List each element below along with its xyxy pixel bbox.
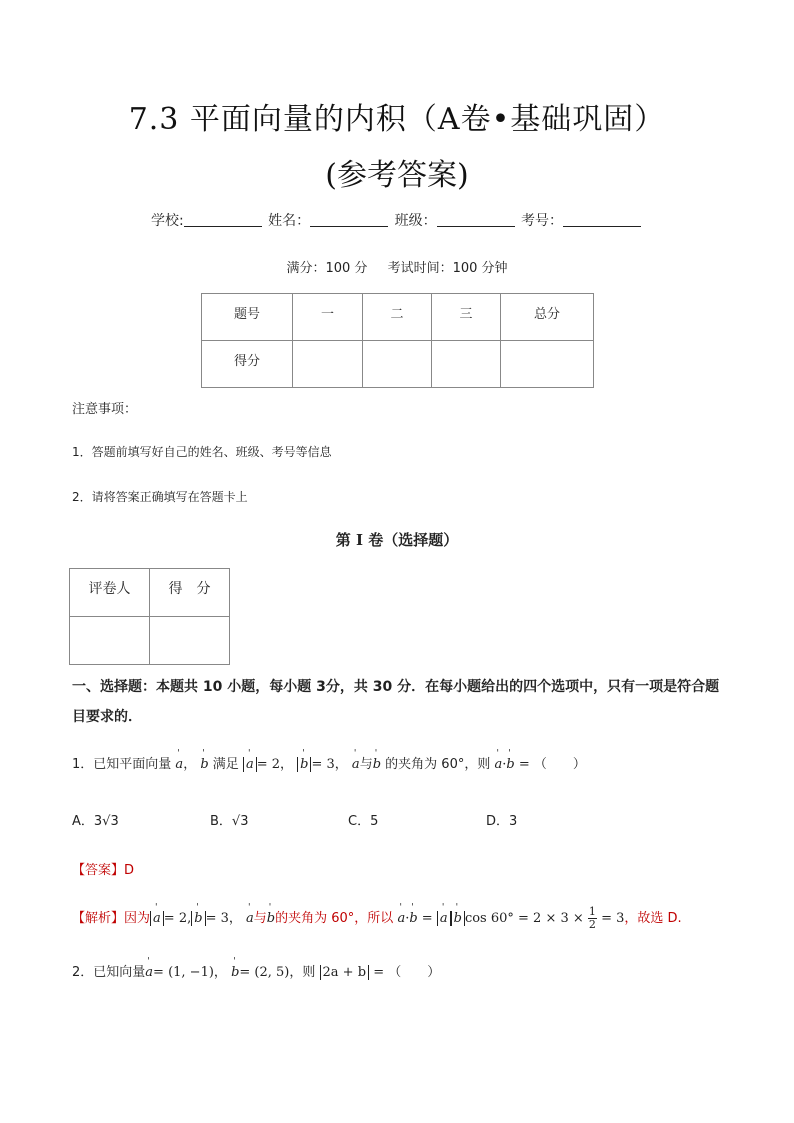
- score-cell: 一: [293, 294, 363, 341]
- analysis-text: ，故选 D.: [624, 911, 682, 926]
- question-2: 2．已知向量' a= (1, −1)， ' b= (2, 5)，则 2a + b = （ ）: [72, 961, 440, 980]
- question-1: 1．已知平面向量 ' a， ' b 满足 ' a = 2， ' b = 3， ' a与' b 的夹角为 60°，则 ' a·' b = （ ）: [72, 753, 586, 772]
- notes-heading: 注意事项：: [72, 402, 138, 417]
- vector-b: ' b: [506, 757, 514, 772]
- q2-math: = (2, 5): [239, 965, 290, 980]
- exam-no-label: 考号：: [521, 213, 564, 229]
- document-title: 7.3 平面向量的内积（A卷•基础巩固）: [128, 102, 666, 137]
- analysis-math: = 3，: [205, 911, 242, 926]
- name-blank[interactable]: [310, 212, 388, 227]
- answer-value: D: [124, 863, 135, 878]
- score-cell: 二: [363, 294, 432, 341]
- vector-b: ' b: [200, 757, 208, 772]
- fraction-numerator: 1: [588, 905, 596, 918]
- analysis-text: 的夹角为 60°，所以: [275, 911, 394, 926]
- vector-a: ' a: [440, 911, 448, 926]
- q2-math: = (1, −1): [153, 965, 214, 980]
- choice-instructions: 一、选择题：本题共 10 小题，每小题 3分，共 30 分．在每小题给出的四个选项中，只有一项是符合题目要求的．: [72, 679, 720, 725]
- grader-input-cell[interactable]: [150, 617, 230, 665]
- score-table-score-row: [202, 341, 594, 388]
- vector-b: ' b: [194, 911, 202, 926]
- vector-a: ' a: [495, 757, 503, 772]
- score-cell: 得分: [202, 341, 293, 388]
- class-blank[interactable]: [437, 212, 515, 227]
- exam-meta: [0, 257, 794, 276]
- q1-text: 的夹角为 60°，则: [385, 757, 491, 772]
- vector-a: ' a: [246, 911, 254, 926]
- school-blank[interactable]: [184, 212, 262, 227]
- class-label: 班级：: [394, 213, 437, 229]
- score-input-cell[interactable]: [363, 341, 432, 388]
- analysis-math: = 2,: [163, 911, 192, 926]
- vector-a: ' a: [145, 965, 153, 980]
- score-input-cell[interactable]: [501, 341, 594, 388]
- full-score: 满分：100 分: [286, 261, 368, 276]
- answer-label: 【答案】: [72, 863, 125, 878]
- name-label: 姓名：: [268, 213, 311, 229]
- vector-a: ' a: [352, 757, 360, 772]
- grader-cell: 评卷人: [70, 569, 150, 617]
- analysis-math: cos 60° = 2 × 3 ×: [464, 911, 584, 926]
- option-a[interactable]: A．3√3: [72, 814, 119, 829]
- analysis-text: 与: [253, 911, 267, 926]
- q1-end: = （ ）: [518, 757, 586, 772]
- vector-a: ' a: [153, 911, 161, 926]
- q1-text: 满足: [212, 757, 239, 772]
- grader-table: [69, 568, 230, 665]
- score-input-cell[interactable]: [432, 341, 501, 388]
- score-cell: 总分: [501, 294, 594, 341]
- analysis-text: 因为: [124, 911, 151, 926]
- option-d[interactable]: D．3: [486, 814, 518, 829]
- q2-prefix: 2．已知向量: [72, 965, 146, 980]
- dot-operator: ·: [405, 911, 410, 926]
- vector-a: ' a: [397, 911, 405, 926]
- q1-prefix: 1．已知平面向量: [72, 757, 172, 772]
- q1-eq: = 3: [311, 757, 335, 772]
- analysis-label: 【解析】: [72, 911, 125, 926]
- vector-a: ' a: [246, 757, 254, 772]
- student-info-line: [0, 210, 794, 230]
- note-item: 2．请将答案正确填写在答题卡上: [72, 490, 248, 504]
- section-title: 第 I 卷（选择题）: [335, 531, 459, 549]
- fraction-denominator: 2: [588, 918, 596, 931]
- exam-time: 考试时间：100 分钟: [387, 261, 508, 276]
- answer-line: [72, 859, 134, 878]
- score-input-cell[interactable]: [293, 341, 363, 388]
- q2-text: ，则: [289, 965, 316, 980]
- option-b[interactable]: B．√3: [210, 814, 249, 829]
- q2-expression: 2a + b: [320, 965, 370, 980]
- vector-a: ' a: [175, 757, 183, 772]
- score-cell: 三: [432, 294, 501, 341]
- school-label: 学校:: [150, 213, 184, 229]
- grader-cell: 得 分: [150, 569, 230, 617]
- analysis-line: 【解析】因为' a = 2,' b = 3， ' a与' b的夹角为 60°，所以 ' a·' b = ' a' b cos 60° = 2 × 3 × $\frac{1}{2}$ = 3，故选 D.: [72, 906, 682, 931]
- fraction: [588, 906, 597, 931]
- score-cell: 题号: [202, 294, 293, 341]
- q2-end: = （ ）: [373, 965, 441, 980]
- vector-b: ' b: [267, 911, 275, 926]
- q1-eq: = 2: [256, 757, 281, 772]
- vector-b: ' b: [409, 911, 417, 926]
- exam-no-blank[interactable]: [563, 212, 641, 227]
- vector-b: ' b: [300, 757, 308, 772]
- vector-b: ' b: [231, 965, 239, 980]
- option-c[interactable]: C．5: [348, 814, 379, 829]
- score-table: [201, 293, 594, 388]
- note-item: 1．答题前填写好自己的姓名、班级、考号等信息: [72, 445, 332, 459]
- q1-text: 与: [359, 757, 373, 772]
- score-table-header-row: [202, 294, 594, 341]
- analysis-math: = 3: [601, 911, 625, 926]
- grader-input-cell[interactable]: [70, 617, 150, 665]
- dot-operator: ·: [502, 757, 507, 772]
- document-subtitle: (参考答案): [325, 158, 469, 193]
- vector-b: ' b: [373, 757, 381, 772]
- vector-b: ' b: [454, 911, 462, 926]
